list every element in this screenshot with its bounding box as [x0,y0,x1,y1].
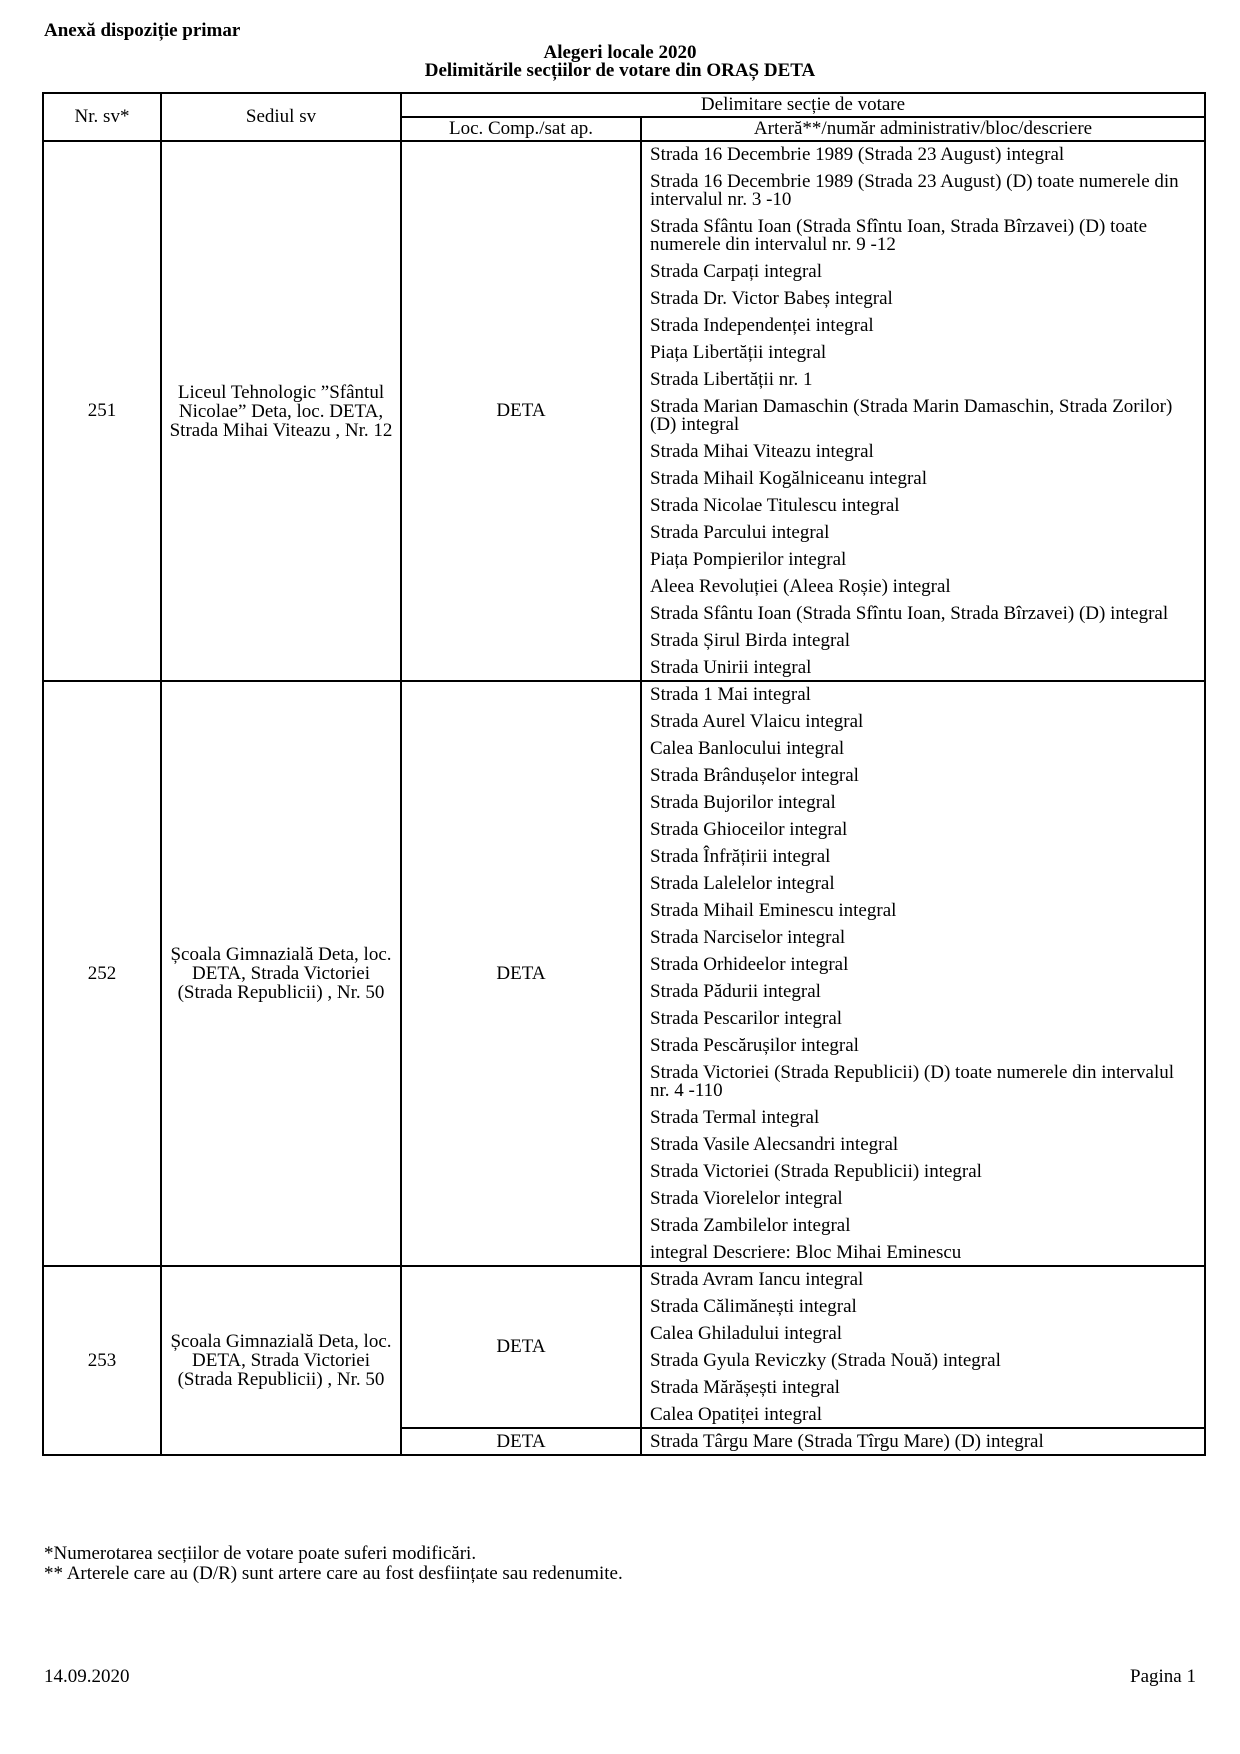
station-locality: DETA [401,681,641,1266]
footer-date: 14.09.2020 [44,1666,130,1687]
street-entry: Strada Dr. Victor Babeș integral [650,288,893,309]
page-number: Pagina 1 [1130,1666,1196,1687]
street-list [641,681,1205,1266]
street-entry: Strada Lalelelor integral [650,873,835,894]
street-list [641,1428,1205,1455]
street-entry: Strada Unirii integral [650,657,812,678]
street-entry: Calea Ghiladului integral [650,1323,843,1344]
street-entry: Strada Libertății nr. 1 [650,369,813,390]
street-entry: Strada Mihai Viteazu integral [650,441,874,462]
street-entry: Strada 1 Mai integral [650,684,811,705]
street-entry: Strada Vasile Alecsandri integral [650,1134,899,1155]
table-row [43,141,1205,681]
street-entry: Piața Pompierilor integral [650,549,847,570]
street-entry: Aleea Revoluției (Aleea Roșie) integral [650,576,951,597]
street-entry: Strada Independenței integral [650,315,874,336]
station-address: Școala Gimnazială Deta, loc. DETA, Strada Victoriei (Strada Republicii) , Nr. 50 [161,681,401,1266]
street-entry: Strada Avram Iancu integral [650,1269,864,1290]
street-entry: Strada Aurel Vlaicu integral [650,711,864,732]
street-entry: Strada 16 Decembrie 1989 (Strada 23 August) (D) toate numerele din intervalul nr. 3 -10 [650,171,1179,210]
street-entry: Strada Sfântu Ioan (Strada Sfîntu Ioan, Strada Bîrzavei) (D) integral [650,603,1169,624]
document-subtitle: Delimitările secțiilor de votare din ORAȘ DETA [424,60,816,81]
street-entry: Strada Gyula Reviczky (Strada Nouă) integral [650,1350,1001,1371]
street-entry: Strada Călimănești integral [650,1296,857,1317]
street-entry: Strada Victoriei (Strada Republicii) (D) toate numerele din intervalul nr. 4 -110 [650,1062,1175,1101]
street-entry: Calea Banlocului integral [650,738,845,759]
street-entry: Strada Înfrățirii integral [650,846,831,867]
street-list [641,1266,1205,1428]
street-entry: integral Descriere: Bloc Mihai Eminescu [650,1242,962,1263]
street-entry: Strada Marian Damaschin (Strada Marin Damaschin, Strada Zorilor) (D) integral [650,396,1173,435]
station-number: 252 [43,681,161,1266]
street-entry: Strada Pescărușilor integral [650,1035,859,1056]
street-entry: Piața Libertății integral [650,342,827,363]
street-entry: Strada Victoriei (Strada Republicii) integral [650,1161,982,1182]
table-row [43,681,1205,1266]
polling-stations-table [42,92,1206,1456]
header-delimitare: Delimitare secție de votare [401,93,1205,117]
street-list [641,141,1205,681]
station-locality: DETA [401,1428,641,1455]
street-entry: Strada Mihail Kogălniceanu integral [650,468,927,489]
street-entry: Strada Ghioceilor integral [650,819,848,840]
street-entry: Strada Brândușelor integral [650,765,859,786]
annex-label: Anexă dispoziție primar [44,20,241,41]
street-entry: Strada Pescarilor integral [650,1008,843,1029]
footnote-arteries: ** Arterele care au (D/R) sunt artere care au fost desființate sau redenumite. [44,1563,623,1584]
station-number: 251 [43,141,161,681]
street-entry: Strada Mihail Eminescu integral [650,900,897,921]
header-sediu: Sediul sv [161,93,401,141]
station-locality: DETA [401,141,641,681]
header-nr: Nr. sv* [43,93,161,141]
header-loc: Loc. Comp./sat ap. [401,117,641,141]
street-entry: Strada Carpați integral [650,261,822,282]
street-entry: Strada Sfântu Ioan (Strada Sfîntu Ioan, Strada Bîrzavei) (D) toate numerele din intervalul nr. 9 -12 [650,216,1148,255]
header-artera: Arteră**/număr administrativ/bloc/descriere [641,117,1205,141]
street-entry: Strada Viorelelor integral [650,1188,843,1209]
street-entry: Strada Târgu Mare (Strada Tîrgu Mare) (D) integral [650,1431,1044,1452]
street-entry: Strada Termal integral [650,1107,820,1128]
document-title: Alegeri locale 2020 [543,42,697,63]
table-row [43,1266,1205,1428]
street-entry: Strada Narciselor integral [650,927,846,948]
street-entry: Strada Mărășești integral [650,1377,840,1398]
street-entry: Strada Șirul Birda integral [650,630,850,651]
street-entry: Strada Bujorilor integral [650,792,836,813]
street-entry: Strada Pădurii integral [650,981,821,1002]
street-entry: Strada Orhideelor integral [650,954,849,975]
station-address: Școala Gimnazială Deta, loc. DETA, Strada Victoriei (Strada Republicii) , Nr. 50 [161,1266,401,1455]
street-entry: Strada 16 Decembrie 1989 (Strada 23 August) integral [650,144,1065,165]
station-address: Liceul Tehnologic ”Sfântul Nicolae” Deta, loc. DETA, Strada Mihai Viteazu , Nr. 12 [161,141,401,681]
street-entry: Strada Nicolae Titulescu integral [650,495,900,516]
station-number: 253 [43,1266,161,1455]
street-entry: Strada Zambilelor integral [650,1215,851,1236]
street-entry: Calea Opatiței integral [650,1404,822,1425]
street-entry: Strada Parcului integral [650,522,830,543]
footnote-numbering: *Numerotarea secțiilor de votare poate suferi modificări. [44,1543,477,1564]
station-locality: DETA [401,1266,641,1428]
